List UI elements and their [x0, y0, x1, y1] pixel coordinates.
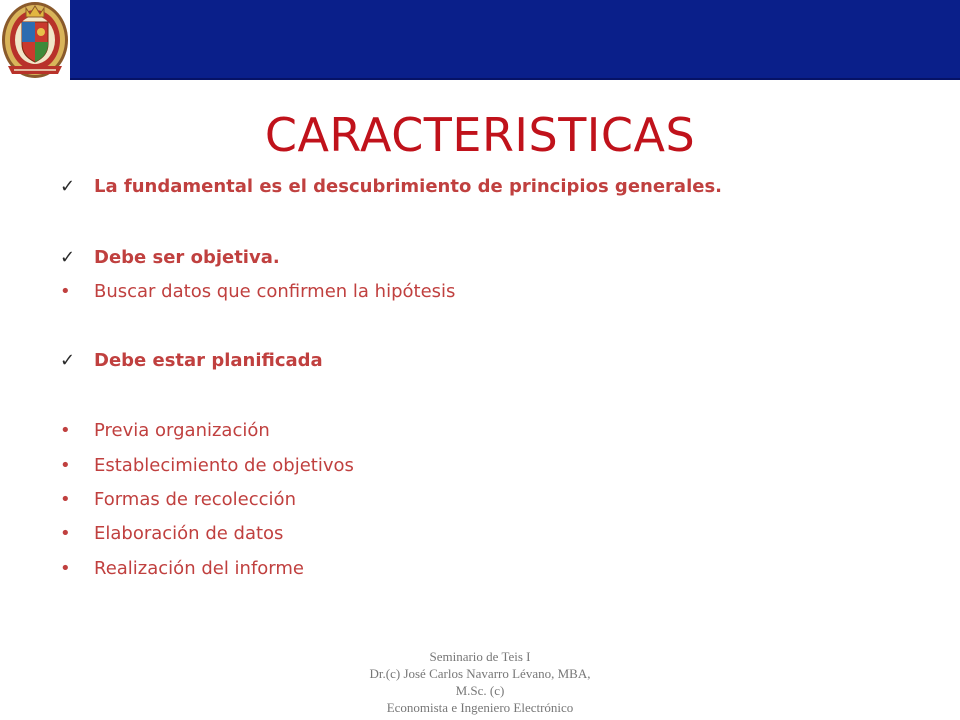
- slide-header: [0, 0, 960, 80]
- checkmark-icon: ✓: [60, 176, 76, 197]
- list-item-text: Realización del informe: [94, 558, 304, 579]
- list-item: [60, 558, 304, 579]
- bullet-icon: •: [60, 455, 71, 476]
- list-item: [60, 176, 722, 197]
- list-item: [60, 350, 323, 371]
- list-item-text: Formas de recolección: [94, 489, 296, 510]
- list-item-text: Buscar datos que confirmen la hipótesis: [94, 281, 456, 302]
- list-item-text: Debe ser objetiva.: [94, 247, 280, 268]
- slide-title: CARACTERISTICAS: [264, 108, 696, 162]
- list-item-text: La fundamental es el descubrimiento de principios generales.: [94, 176, 722, 197]
- footer-line: Dr.(c) José Carlos Navarro Lévano, MBA,: [369, 666, 591, 681]
- list-item-text: Previa organización: [94, 420, 270, 441]
- footer-line: M.Sc. (c): [455, 683, 505, 698]
- checkmark-icon: ✓: [60, 247, 76, 268]
- header-bar: [70, 0, 960, 80]
- bullet-icon: •: [60, 489, 71, 510]
- bullet-icon: •: [60, 523, 71, 544]
- list-item: [60, 281, 455, 302]
- university-crest-icon: [0, 0, 70, 80]
- list-item-text: Elaboración de datos: [94, 523, 284, 544]
- list-item: [60, 247, 280, 268]
- list-item-text: Debe estar planificada: [94, 350, 323, 371]
- list-item: [60, 420, 270, 441]
- list-item: [60, 489, 296, 510]
- footer-line: Seminario de Teis I: [429, 649, 531, 664]
- list-item: [60, 523, 283, 544]
- list-item-text: Establecimiento de objetivos: [94, 455, 354, 476]
- bullet-icon: •: [60, 281, 71, 302]
- bullet-icon: •: [60, 420, 71, 441]
- footer-line: Economista e Ingeniero Electrónico: [386, 700, 574, 715]
- list-item: [60, 455, 354, 476]
- bullet-icon: •: [60, 558, 71, 579]
- slide-footer: [300, 648, 660, 716]
- checkmark-icon: ✓: [60, 350, 76, 371]
